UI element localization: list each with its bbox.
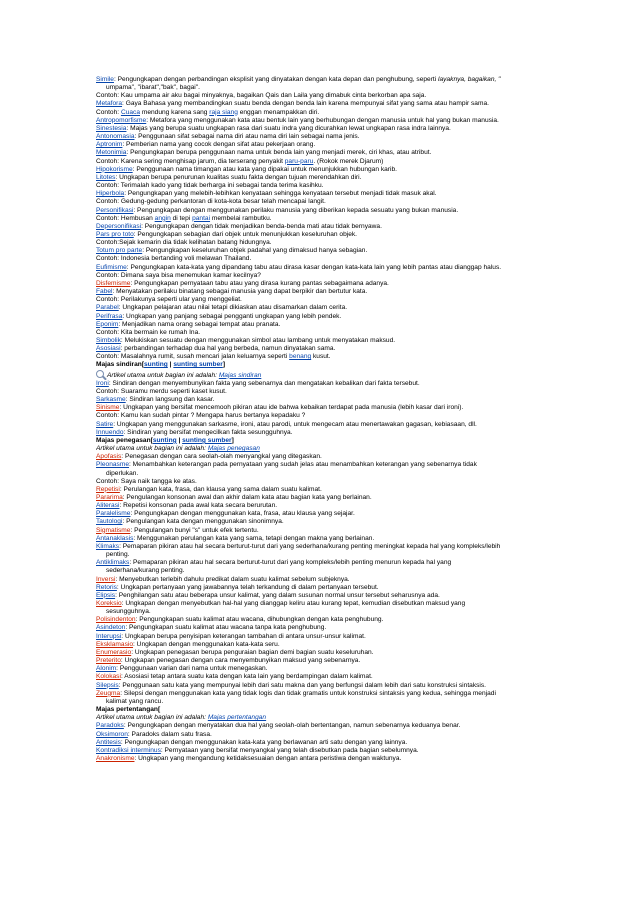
term-link-oksimoron[interactable]: Oksimoron <box>96 730 128 738</box>
term-entry <box>96 76 558 84</box>
term-link-inversi[interactable]: Inversi <box>96 575 116 583</box>
term-link-sinisme[interactable]: Sinisme <box>96 404 120 412</box>
example-text: membelai rambutku. <box>210 214 272 222</box>
example-text: Contoh: <box>96 108 121 116</box>
term-entry <box>96 247 558 255</box>
separator: | <box>167 361 174 369</box>
term-definition: : Ungkapan pelajaran atau nilai tetapi dikiaskan atau disamarkan dalam cerita. <box>118 304 348 312</box>
example-line: Contoh: Kau umpama air aku bagai minyaknya, bagaikan Qais dan Laila yang dimabuk cinta berkorban apa saja. <box>96 92 427 100</box>
term-definition: : Sindiran yang bersifat mengecilkan fakta sesungguhnya. <box>123 428 293 436</box>
term-definition: : Menyebutkan terlebih dahulu predikat dalam suatu kalimat sebelum subjeknya. <box>115 575 350 583</box>
continuation-line: umpama", "ibarat","bak", bagai". <box>106 84 200 92</box>
main-article-link[interactable]: Majas pertentangan <box>207 714 267 722</box>
main-article-label: Artikel utama untuk bagian ini adalah: <box>96 714 208 722</box>
term-entry <box>96 665 558 673</box>
term-entry <box>96 682 558 690</box>
term-definition: : perbandingan terhadap dua hal yang berbeda, namun dinyatakan sama. <box>120 345 336 353</box>
term-link-pars-pro-toto[interactable]: Pars pro toto <box>96 230 134 238</box>
term-link-innuendo[interactable]: Innuendo <box>96 428 124 436</box>
term-entry <box>96 543 558 551</box>
bracket-close: ] <box>231 436 234 444</box>
term-entry <box>96 380 558 388</box>
term-definition: : Paradoks dalam satu frasa. <box>127 730 212 738</box>
continuation-line: kalimat yang rancu. <box>106 697 164 705</box>
term-entry <box>96 739 558 747</box>
example-text: enggan menampakkan diri. <box>237 108 320 116</box>
section-heading <box>96 706 558 714</box>
term-definition: : Pengungkapan dengan perbandingan eksplisit yang dinyatakan dengan kata depan dan penghubung, seperti <box>113 76 439 83</box>
term-entry <box>96 125 558 133</box>
term-definition: : Pengungkapan dengan menggunakan kata, frasa, atau klausa yang sejajar. <box>130 510 355 518</box>
term-definition: : Pemaparan pikiran atau hal secara berturut-turut dari yang sederhana/kurang penting meningkat kepada hal yang kompleks/lebih <box>119 542 501 550</box>
term-link-antanaklasis[interactable]: Antanaklasis <box>96 534 134 542</box>
term-entry <box>96 166 558 174</box>
term-definition: : Pengulangan kata dengan menggunakan sinonimnya. <box>122 518 284 526</box>
term-link-zeugma[interactable]: Zeugma <box>96 689 121 697</box>
term-link-asosiasi[interactable]: Asosiasi <box>96 345 121 353</box>
term-entry <box>96 755 558 763</box>
term-link-antonomasia[interactable]: Antonomasia <box>96 133 135 141</box>
term-entry <box>96 429 558 437</box>
example-line <box>96 353 558 361</box>
term-entry <box>96 494 558 502</box>
term-entry <box>96 461 558 469</box>
edit-source-link[interactable]: sunting sumber <box>173 361 223 369</box>
term-link-apofasis[interactable]: Apofasis <box>96 453 122 461</box>
term-definition: : Pengungkapan dengan menyatakan dua hal yang seolah-olah bertentangan, namun sebenarnya keduanya benar. <box>123 722 461 730</box>
term-link-simbolik[interactable]: Simbolik <box>96 337 121 344</box>
term-definition: : Ungkapan yang mengandung ketidaksesuaian dengan antara peristiwa dengan waktunya. <box>134 754 402 762</box>
term-entry <box>96 616 558 624</box>
term-link-aliterasi[interactable]: Aliterasi <box>96 502 120 510</box>
inline-link-benang[interactable]: benang <box>289 353 312 361</box>
term-definition: : Pengungkapan berupa penggunaan nama untuk benda lain yang menjadi merek, ciri khas, atau atribut. <box>126 149 432 157</box>
section-title: Majas pertentangan <box>96 706 158 714</box>
term-entry <box>96 174 558 182</box>
section-title: Majas penegasan <box>96 436 151 444</box>
term-definition: : Menambahkan keterangan pada pernyataan yang sudah jelas atau menambahkan keterangan yang sebenarnya tidak <box>129 461 477 469</box>
term-link-alonim[interactable]: Alonim <box>96 665 117 673</box>
term-link-koreksio[interactable]: Koreksio <box>96 600 122 607</box>
term-entry <box>96 722 558 730</box>
term-link-fabel[interactable]: Fabel <box>96 288 113 296</box>
term-definition: : Gaya Bahasa yang membandingkan suatu benda dengan benda lain karena mempunyai sifat yang sama atau hampir sama. <box>122 100 489 108</box>
term-link-personifikasi[interactable]: Personifikasi <box>96 206 134 214</box>
term-link-eponim[interactable]: Eponim <box>96 320 119 328</box>
term-entry <box>96 535 558 543</box>
term-definition: : Pengulangan konsonan awal dan akhir dalam kata atau bagian kata yang berlainan. <box>122 493 372 501</box>
term-entry <box>96 600 558 608</box>
term-entry <box>96 747 558 755</box>
term-link-paralelisme[interactable]: Paralelisme <box>96 510 131 518</box>
term-definition: : Pengungkapan keseluruhan objek padahal yang dimaksud hanya sebagian. <box>142 247 368 255</box>
example-line <box>96 109 558 117</box>
term-link-elipsis[interactable]: Elipsis <box>96 591 116 599</box>
term-link-metafora[interactable]: Metafora <box>96 100 123 108</box>
term-entry <box>96 518 558 526</box>
main-article-link[interactable]: Majas sindiran <box>218 371 262 379</box>
term-definition: : Asosiasi tetap antara suatu kata dengan kata lain yang berdampingan dalam kalimat. <box>120 673 373 681</box>
main-article-link[interactable]: Majas penegasan <box>207 445 260 453</box>
edit-link[interactable]: sunting <box>144 361 168 369</box>
bracket-open: [ <box>150 436 153 444</box>
term-link-metonimia[interactable]: Metonimia <box>96 149 127 157</box>
term-definition: : Ungkapan yang menggunakan sarkasme, ironi, atau parodi, untuk mengecam atau menertawakan gagasan, kebiasaan, dll. <box>113 420 477 428</box>
term-entry <box>96 404 558 412</box>
term-definition: : Pengungkapan dengan tidak menjadikan benda-benda mati atau tidak bernyawa. <box>141 222 382 230</box>
term-entry <box>96 421 558 429</box>
term-entry <box>96 207 558 215</box>
term-entry <box>96 510 558 518</box>
term-definition: : Pengungkapan dengan menggunakan kata-kata yang berlawanan arti satu dengan yang lainnya. <box>120 738 408 746</box>
term-definition: : Penegasan dengan cara seolah-olah menyangkal yang ditegaskan. <box>121 453 322 461</box>
term-link-kontradiksi-interminus[interactable]: Kontradiksi interminus <box>96 746 161 754</box>
main-article-note <box>96 370 558 380</box>
term-entry <box>96 502 558 510</box>
continuation-line: sederhana/kurang penting. <box>106 567 185 575</box>
term-entry <box>96 624 558 632</box>
continuation-line: penting. <box>106 551 130 559</box>
main-article-note <box>96 445 558 453</box>
term-link-sinestesia[interactable]: Sinestesia <box>96 124 127 132</box>
term-definition: : Menyatakan perilaku binatang sebagai manusia yang dapat berpikir dan bertutur kata. <box>112 288 368 296</box>
edit-source-link[interactable]: sunting sumber <box>182 436 232 444</box>
example-text: Contoh: Karena sering menghisap jarum, dia terserang penyakit <box>96 157 285 165</box>
term-definition: : Pengungkapan yang melebih-lebihkan kenyataan sehingga kenyataan tersebut menjadi tidak masuk akal. <box>124 190 437 198</box>
term-definition: : Silepsi dengan menggunakan kata yang tidak logis dan tidak gramatis untuk konstruksi sintaksis yang kedua, sehingga menjadi <box>120 689 496 697</box>
term-link-repetisi[interactable]: Repetisi <box>96 485 120 493</box>
term-definition: : Ungkapan berupa penurunan kualitas suatu fakta dengan tujuan merendahkan diri. <box>115 173 362 181</box>
term-definition: : Penggunaan satu kata yang mempunyai lebih dari satu makna dan yang berfungsi dalam lebih dari satu konstruksi sintaksis. <box>118 681 487 689</box>
term-definition: : Penggunaan nama timangan atau kata yang dipakai untuk menunjukkan hubungan karib. <box>132 165 397 173</box>
continuation-line: diperlukan. <box>106 469 139 477</box>
inline-link-pantai[interactable]: pantai <box>192 214 211 222</box>
term-entry <box>96 396 558 404</box>
main-article-note <box>96 714 558 722</box>
article-body <box>96 76 558 763</box>
term-definition: : Pengungkapan suatu kalimat atau wacana tanpa kata penghubung. <box>125 624 327 632</box>
example-line: Contoh:Sejak kemarin dia tidak kelihatan batang hidungnya. <box>96 239 272 247</box>
continuation-line: sesungguhnya. <box>106 608 151 616</box>
term-definition: : Ungkapan dengan menyebutkan hal-hal yang dianggap keliru atau kurang tepat, kemudian disebutkan maksud yang <box>121 600 466 607</box>
example-line: Contoh: Suaramu merdu seperti kaset kusut. <box>96 387 227 395</box>
term-entry <box>96 264 558 272</box>
term-definition: : Sindiran langsung dan kasar. <box>125 396 215 404</box>
example-line: Contoh: Perilakunya seperti ular yang menggeliat. <box>96 296 242 304</box>
term-link-sigmatisme[interactable]: Sigmatisme <box>96 526 131 534</box>
term-entry <box>96 690 558 698</box>
separator: | <box>176 436 183 444</box>
term-link-antiklimaks[interactable]: Antiklimaks <box>96 559 130 567</box>
term-definition: : Penggunaan varian dari nama untuk menegaskan. <box>116 665 268 673</box>
term-link-enumerasio[interactable]: Enumerasio <box>96 648 132 656</box>
term-entry <box>96 559 558 567</box>
term-entry <box>96 149 558 157</box>
term-definition: : Pengungkapan suatu kalimat atau wacana, dihubungkan dengan kata penghubung. <box>135 616 384 624</box>
example-text: mendung karena sang <box>140 108 210 116</box>
term-definition: : Pengungkapan sebagian dari objek untuk menunjukkan keseluruhan objek. <box>133 230 357 238</box>
term-definition: : Pernyataan yang bersifat menyangkal yang telah disebutkan pada bagian sebelumnya. <box>160 746 419 754</box>
term-entry <box>96 288 558 296</box>
term-link-eufimisme[interactable]: Eufimisme <box>96 263 127 271</box>
example-line: Contoh: Kamu kan sudah pintar ? Mengapa harus bertanya kepadaku ? <box>96 412 306 420</box>
term-link-preterito[interactable]: Preterito <box>96 657 121 665</box>
term-definition: : Penggunaan sifat sebagai nama diri atau nama diri lain sebagai nama jenis. <box>134 133 360 141</box>
inline-link-raja-siang[interactable]: raja siang <box>209 108 238 116</box>
term-definition: : Menggunakan perulangan kata yang sama, tetapi dengan makna yang berlainan. <box>133 534 375 542</box>
term-definition: : Perulangan kata, frasa, dan klausa yang sama dalam suatu kalimat. <box>119 485 322 493</box>
section-heading <box>96 361 558 369</box>
inline-link-paru-paru[interactable]: paru-paru <box>284 157 314 165</box>
term-link-simile[interactable]: Simile <box>96 76 114 83</box>
term-definition: : Ungkapan yang bersifat mencemooh pikiran atau ide bahwa kebaikan terdapat pada manusia (lebih kasar dari ironi). <box>119 404 464 412</box>
term-link-disfemisme[interactable]: Disfemisme <box>96 279 131 287</box>
term-definition: : Melukiskan sesuatu dengan menggunakan simbol atau lambang untuk menyatakan maksud. <box>120 337 396 344</box>
term-definition: : Pengungkapan dengan menggunakan perilaku manusia yang diberikan kepada sesuatu yang bukan manusia. <box>133 206 459 214</box>
example-text: . (Rokok merek Djarum) <box>313 157 384 165</box>
term-entry <box>96 486 558 494</box>
term-definition: : Metafora yang menggunakan kata atau bentuk lain yang berhubungan dengan manusia untuk hal yang bukan manusia. <box>146 116 499 124</box>
example-text: di tepi <box>170 214 193 222</box>
term-entry <box>96 345 558 353</box>
term-link-antitesis[interactable]: Antitesis <box>96 738 121 746</box>
term-definition: : Ungkapan pertanyaan yang jawabannya telah terkandung di dalam pertanyaan tersebut. <box>116 583 379 591</box>
term-link-perifrasa[interactable]: Perifrasa <box>96 312 123 320</box>
term-definition: : Repetisi konsonan pada awal kata secara berurutan. <box>119 502 278 510</box>
example-line: Contoh: Indonesia bertanding voli melawan Thailand. <box>96 255 252 263</box>
term-definition: : Pengulangan bunyi "s" untuk efek tertentu. <box>130 526 259 534</box>
term-link-aptronim[interactable]: Aptronim <box>96 141 123 149</box>
bracket-open: [ <box>141 361 145 369</box>
term-link-silepsis[interactable]: Silepsis <box>96 681 119 689</box>
example-line: Contoh: Kita bermain ke rumah Ina. <box>96 328 201 336</box>
term-link-hipokorisme[interactable]: Hipokorisme <box>96 165 133 173</box>
main-article-label: Artikel utama untuk bagian ini adalah: <box>96 445 208 453</box>
magnifier-icon <box>96 370 104 378</box>
term-link-satire[interactable]: Satire <box>96 420 114 428</box>
term-link-eksklamasio[interactable]: Eksklamasio <box>96 640 134 648</box>
term-entry <box>96 117 558 125</box>
term-entry <box>96 133 558 141</box>
term-link-polisindenton[interactable]: Polisindenton <box>96 616 136 624</box>
term-entry <box>96 190 558 198</box>
term-link-totum-pro-parte[interactable]: Totum pro parte <box>96 247 143 255</box>
term-link-parabel[interactable]: Parabel <box>96 304 119 312</box>
term-entry <box>96 731 558 739</box>
example-text: Contoh: Masalahnya rumit, susah mencari jalan keluarnya seperti <box>96 353 290 361</box>
term-entry <box>96 657 558 665</box>
term-definition: : Pemaparan pikiran atau hal secara berturut-turut dari yang kompleks/lebih penting menurun kepada hal yang <box>129 559 452 567</box>
section-heading <box>96 437 558 445</box>
term-entry <box>96 649 558 657</box>
term-link-klimaks[interactable]: Klimaks <box>96 542 120 550</box>
term-definition: : Ungkapan penegasan dengan cara menyembunyikan maksud yang sebenarnya. <box>120 657 361 665</box>
term-link-pararima[interactable]: Pararima <box>96 493 123 501</box>
term-entry <box>96 527 558 535</box>
term-definition: : Ungkapan penegasan berupa penguraian bagian demi bagian suatu keseluruhan. <box>131 648 374 656</box>
term-entry <box>96 453 558 461</box>
term-entry <box>96 304 558 312</box>
term-link-depersonifikasi[interactable]: Depersonifikasi <box>96 222 142 230</box>
term-definition: : Pemberian nama yang cocok dengan sifat atau pekerjaan orang. <box>122 141 316 149</box>
example-line <box>96 158 558 166</box>
term-definition: : Ungkapan yang panjang sebagai pengganti ungkapan yang lebih pendek. <box>122 312 342 320</box>
term-link-tautologi[interactable]: Tautologi <box>96 518 123 526</box>
inline-link-cuaca[interactable]: Cuaca <box>120 108 140 116</box>
term-entry <box>96 100 558 108</box>
term-entry <box>96 673 558 681</box>
term-link-retoris[interactable]: Retoris <box>96 583 117 591</box>
section-title: Majas sindiran <box>96 361 142 369</box>
term-entry <box>96 141 558 149</box>
term-link-kolokasi[interactable]: Kolokasi <box>96 673 121 681</box>
term-link-asindeton[interactable]: Asindeton <box>96 624 126 632</box>
term-definition: : Ungkapan dengan menggunakan kata-kata seru. <box>133 640 280 648</box>
term-link-litotes[interactable]: Litotes <box>96 173 116 181</box>
example-text: Contoh: Hembusan <box>96 214 155 222</box>
example-line: Contoh: Dimana saya bisa menemukan kamar kecilnya? <box>96 271 261 279</box>
example-line: Contoh: Gedung-gedung perkantoran di kota-kota besar telah mencapai langit. <box>96 198 326 206</box>
term-definition: : Sindiran dengan menyembunyikan fakta yang sebenarnya dan mengatakan kebalikan dari fakta tersebut. <box>108 379 420 387</box>
term-entry <box>96 321 558 329</box>
term-link-interupsi[interactable]: Interupsi <box>96 632 122 640</box>
term-entry <box>96 223 558 231</box>
example-line <box>96 215 558 223</box>
term-definition: : Menjadikan nama orang sebagai tempat atau pranata. <box>118 320 281 328</box>
term-definition: : Majas yang berupa suatu ungkapan rasa dari suatu indra yang dicurahkan lewat ungkapan rasa indra lainnya. <box>126 124 451 132</box>
inline-link-angin[interactable]: angin <box>154 214 171 222</box>
term-link-sarkasme[interactable]: Sarkasme <box>96 396 126 404</box>
term-link-paradoks[interactable]: Paradoks <box>96 722 124 730</box>
term-entry <box>96 313 558 321</box>
term-entry <box>96 231 558 239</box>
term-definition-italic: layaknya, bagaikan, " <box>438 76 501 83</box>
term-definition: : Penghilangan satu atau beberapa unsur kalimat, yang dalam susunan normal unsur tersebut seharusnya ada. <box>115 591 440 599</box>
term-link-hiperbola[interactable]: Hiperbola <box>96 190 125 198</box>
term-link-antropomorfisme[interactable]: Antropomorfisme <box>96 116 147 124</box>
term-link-pleonasme[interactable]: Pleonasme <box>96 461 129 469</box>
term-entry <box>96 592 558 600</box>
term-entry <box>96 280 558 288</box>
term-definition: : Pengungkapan pernyataan tabu atau yang dirasa kurang pantas sebagaimana adanya. <box>130 279 389 287</box>
bracket-close: ] <box>222 361 226 369</box>
term-entry <box>96 576 558 584</box>
term-definition: : Ungkapan berupa penyisipan keterangan tambahan di antara unsur-unsur kalimat. <box>121 632 366 640</box>
term-link-anakronisme[interactable]: Anakronisme <box>96 754 135 762</box>
term-entry <box>96 584 558 592</box>
term-link-ironi[interactable]: Ironi <box>96 379 109 387</box>
main-article-label: Artikel utama untuk bagian ini adalah: <box>107 371 219 379</box>
edit-link[interactable]: sunting <box>152 436 177 444</box>
bracket-open: [ <box>157 706 161 714</box>
example-text: kusut. <box>311 353 331 361</box>
example-line: Contoh: Saya naik tangga ke atas. <box>96 477 197 485</box>
term-entry <box>96 337 558 345</box>
example-line: Contoh: Terimalah kado yang tidak berharga ini sebagai tanda terima kasihku. <box>96 182 324 190</box>
term-entry <box>96 641 558 649</box>
term-entry <box>96 633 558 641</box>
term-definition: : Pengungkapan kata-kata yang dipandang tabu atau dirasa kasar dengan kata-kata lain yang lebih pantas atau dianggap halus. <box>126 263 502 271</box>
